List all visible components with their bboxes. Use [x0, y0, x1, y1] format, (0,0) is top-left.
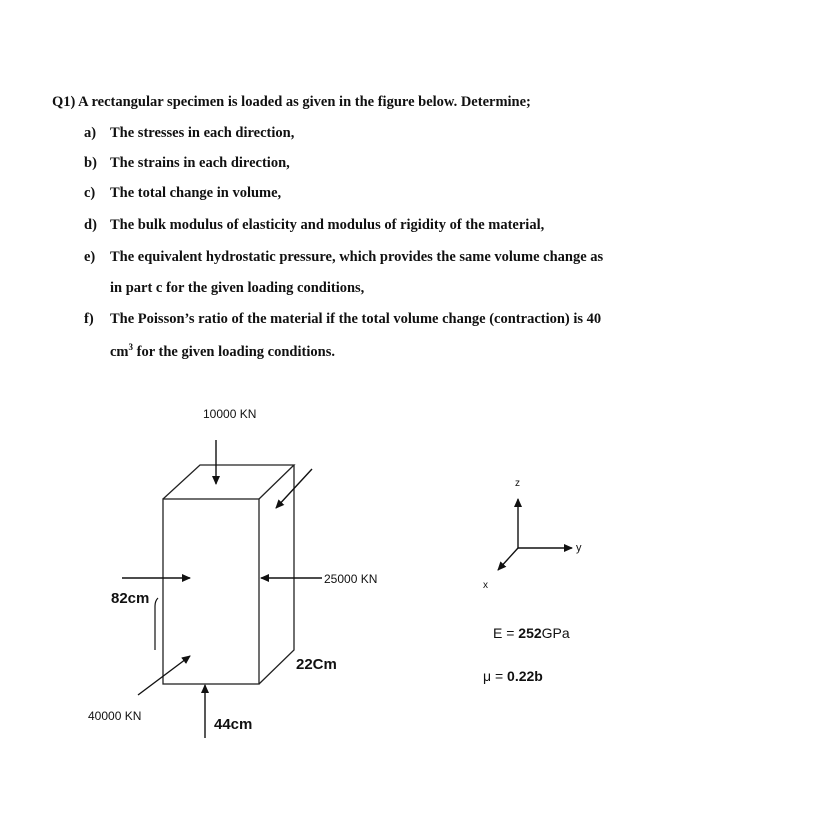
- box-top-face: [163, 465, 294, 499]
- item-f-marker: f): [84, 311, 94, 327]
- width-dimension-label: 44cm: [214, 716, 253, 733]
- item-e-continuation: in part c for the given loading conditions,: [110, 280, 365, 296]
- box-side-face: [259, 465, 294, 684]
- top-load-label: 10000 KN: [203, 407, 257, 421]
- side-load-label: 25000 KN: [324, 572, 378, 586]
- item-b-marker: b): [84, 155, 97, 171]
- x-axis-label: x: [483, 580, 488, 591]
- item-f-continuation: $cm^3$ for the given loading conditions.: [110, 342, 335, 360]
- modulus-label: E = 252GPa: [493, 625, 570, 641]
- box-front-face: [163, 499, 259, 684]
- height-dimension-label: 82cm: [111, 590, 150, 607]
- front-load-label: 40000 KN: [88, 709, 142, 723]
- item-c-text: The total change in volume,: [110, 185, 282, 201]
- item-d-text: The bulk modulus of elasticity and modulus of rigidity of the material,: [110, 217, 545, 233]
- axes-icon: [498, 499, 572, 570]
- item-e-marker: e): [84, 249, 96, 265]
- item-e-text: The equivalent hydrostatic pressure, which provides the same volume change as: [110, 249, 604, 265]
- item-b-text: The strains in each direction,: [110, 155, 290, 171]
- item-a-text: The stresses in each direction,: [110, 125, 295, 141]
- z-axis-label: z: [515, 478, 520, 489]
- item-c-marker: c): [84, 185, 96, 201]
- depth-dimension-label: 22Cm: [296, 656, 337, 673]
- item-a-marker: a): [84, 125, 97, 141]
- front-load-arrow: [138, 656, 190, 695]
- y-axis-label: y: [576, 542, 582, 554]
- height-dimension-line: [155, 598, 158, 650]
- question-intro: Q1) A rectangular specimen is loaded as given in the figure below. Determine;: [52, 94, 531, 110]
- item-f-text: The Poisson’s ratio of the material if the total volume change (contraction) is 40: [110, 311, 602, 327]
- x-axis-arrow: [498, 548, 518, 570]
- item-d-marker: d): [84, 217, 97, 233]
- specimen-box: [163, 465, 294, 684]
- poisson-label: μ = 0.22b: [483, 668, 543, 684]
